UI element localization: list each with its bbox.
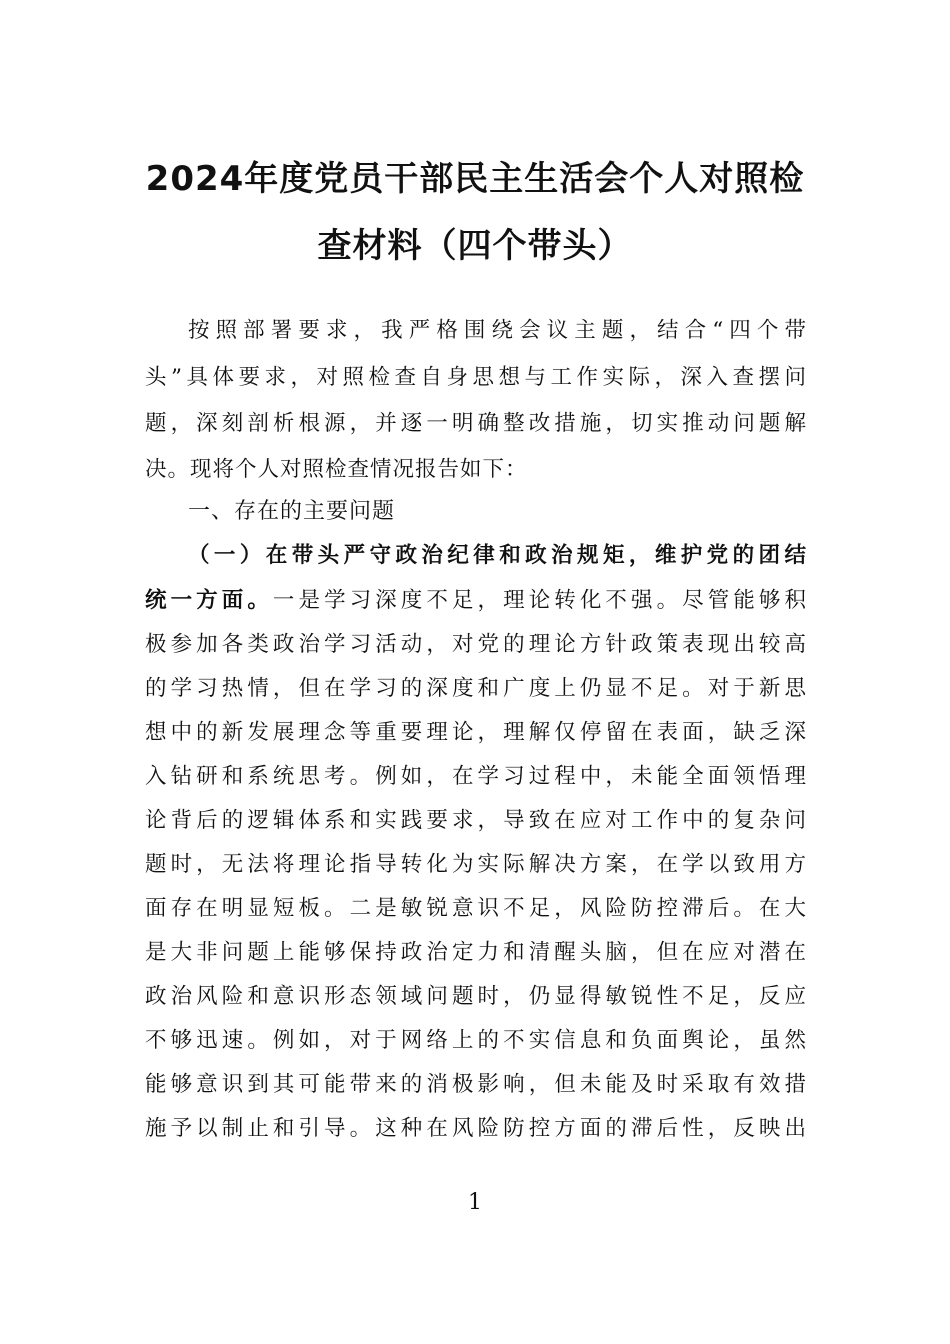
body-line: 能够意识到其可能带来的消极影响，但未能及时采取有效措 bbox=[145, 1072, 807, 1097]
body-line: 入钻研和系统思考。例如，在学习过程中，未能全面领悟理 bbox=[145, 764, 807, 789]
body-line: 的学习热情，但在学习的深度和广度上仍显不足。对于新思 bbox=[145, 676, 807, 701]
body-line: 论背后的逻辑体系和实践要求，导致在应对工作中的复杂问 bbox=[145, 808, 807, 833]
intro-line: 按照部署要求，我严格围绕会议主题，结合“四个带 bbox=[188, 318, 807, 343]
body-line: 政治风险和意识形态领域问题时，仍显得敏锐性不足，反应 bbox=[145, 984, 807, 1009]
body-line: 面存在明显短板。二是敏锐意识不足，风险防控滞后。在大 bbox=[145, 896, 807, 921]
body-line: 施予以制止和引导。这种在风险防控方面的滞后性，反映出 bbox=[145, 1116, 807, 1141]
body-text: 一是学习深度不足，理论转化不强。尽管能够积 bbox=[272, 588, 807, 613]
body-line: 极参加各类政治学习活动，对党的理论方针政策表现出较高 bbox=[145, 632, 807, 657]
intro-line: 题，深刻剖析根源，并逐一明确整改措施，切实推动问题解 bbox=[145, 411, 807, 436]
subsection-heading-end: 统一方面。 bbox=[145, 588, 273, 613]
body-line: 不够迅速。例如，对于网络上的不实信息和负面舆论，虽然 bbox=[145, 1028, 807, 1053]
body-line-mixed bbox=[145, 579, 807, 623]
page-number: 1 bbox=[468, 1190, 482, 1215]
body-line: 是大非问题上能够保持政治定力和清醒头脑，但在应对潜在 bbox=[145, 940, 807, 965]
subsection-heading: （一）在带头严守政治纪律和政治规矩，维护党的团结 bbox=[188, 543, 807, 568]
body-line: 题时，无法将理论指导转化为实际解决方案，在学以致用方 bbox=[145, 852, 807, 877]
section-heading: 一、存在的主要问题 bbox=[188, 499, 396, 524]
intro-line: 头”具体要求，对照检查自身思想与工作实际，深入查摆问 bbox=[145, 365, 807, 390]
body-line: 想中的新发展理念等重要理论，理解仅停留在表面，缺乏深 bbox=[145, 720, 807, 745]
intro-line: 决。现将个人对照检查情况报告如下： bbox=[145, 457, 528, 482]
document-title-line-1: 2024年度党员干部民主生活会个人对照检 bbox=[145, 159, 805, 199]
document-title-line-2: 查材料（四个带头） bbox=[317, 226, 633, 266]
